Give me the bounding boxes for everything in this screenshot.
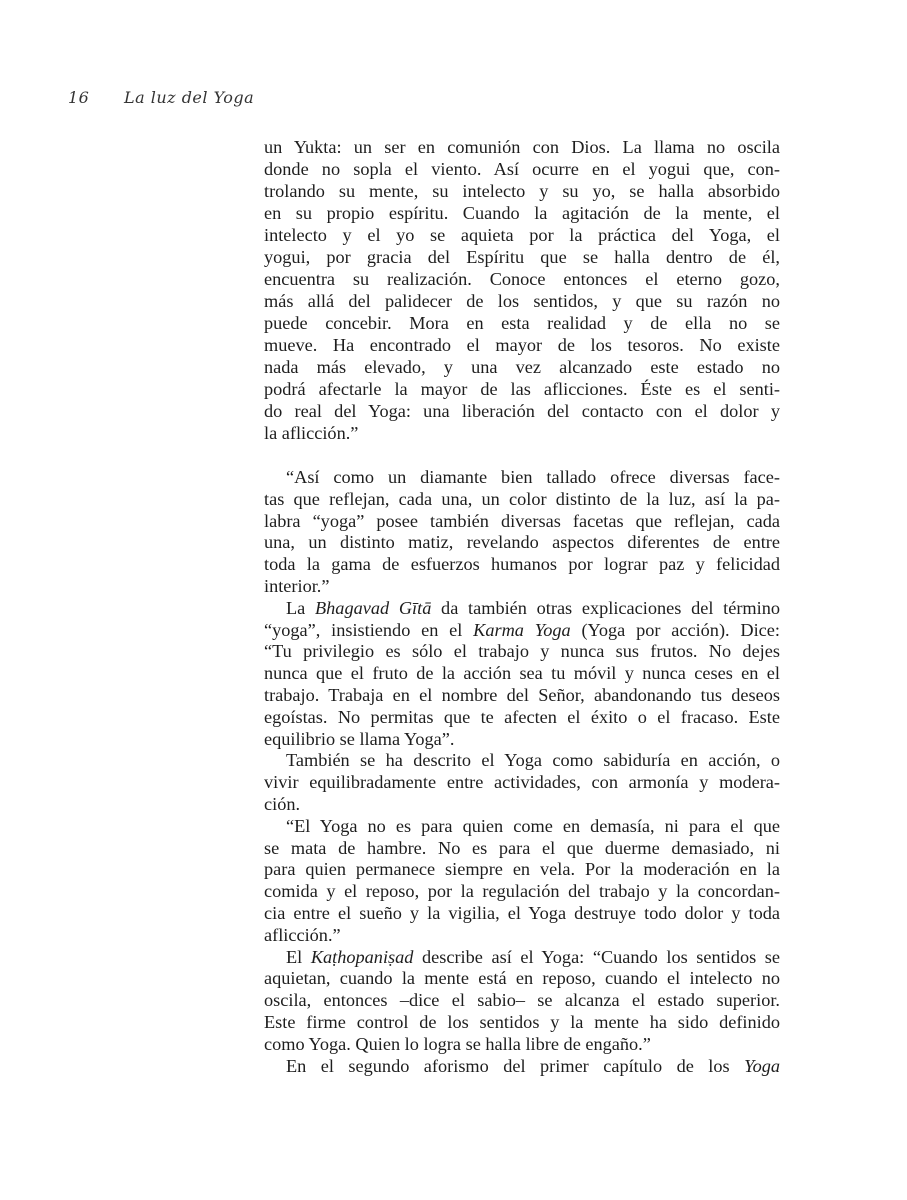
text-line: [264, 620, 780, 642]
text-run: describe así el Yoga: “Cuando los sentidos se: [413, 946, 780, 967]
text-line: yogui, por gracia del Espíritu que se halla dentro de él,: [264, 247, 780, 267]
text-line: encuentra su realización. Conoce entonces el eterno gozo,: [264, 269, 780, 289]
text-line: intelecto y el yo se aquieta por la práctica del Yoga, el: [264, 225, 780, 245]
text-run: (Yoga por acción). Dice:: [570, 619, 780, 640]
text-line: [264, 598, 780, 620]
text-line: para quien permanece siempre en vela. Por la moderación en la: [264, 859, 780, 880]
text-line: trolando su mente, su intelecto y su yo, se halla absorbido: [264, 181, 780, 201]
text-line: como Yoga. Quien lo logra se halla libre de engaño.”: [264, 1033, 651, 1054]
italic-title: Kaṭhopaniṣad: [310, 946, 414, 967]
text-line: más allá del palidecer de los sentidos, y que su razón no: [264, 291, 780, 311]
text-line: podrá afectarle la mayor de las aflicciones. Éste es el senti-: [264, 379, 780, 399]
italic-title: Bhagavad Gītā: [315, 597, 432, 618]
text-line: nunca que el fruto de la acción sea tu móvil y nunca ceses en el: [264, 663, 780, 684]
text-line: tas que reflejan, cada una, un color distinto de la luz, así la pa-: [264, 488, 780, 509]
text-line: nada más elevado, y una vez alcanzado este estado no: [264, 357, 780, 377]
text-line: trabajo. Trabaja en el nombre del Señor, abandonando tus deseos: [264, 684, 780, 705]
paragraph-block-1: [264, 136, 780, 444]
text-line: mueve. Ha encontrado el mayor de los tesoros. No existe: [264, 335, 780, 355]
text-line: donde no sopla el viento. Así ocurre en el yogui que, con-: [264, 159, 780, 179]
text-line: labra “yoga” posee también diversas facetas que reflejan, cada: [264, 510, 780, 531]
text-line: [264, 1056, 780, 1078]
text-line: oscila, entonces –dice el sabio– se alcanza el estado superior.: [264, 990, 780, 1011]
text-line: do real del Yoga: una liberación del contacto con el dolor y: [264, 401, 780, 421]
text-line: vivir equilibradamente entre actividades, con armonía y modera-: [264, 772, 780, 793]
text-line: aflicción.”: [264, 924, 341, 945]
text-line: aquietan, cuando la mente está en reposo, cuando el intelecto no: [264, 968, 780, 989]
italic-title: Karma Yoga: [473, 619, 571, 640]
text-line: “El Yoga no es para quien come en demasía, ni para el que: [286, 815, 780, 836]
italic-title: Yoga: [744, 1055, 780, 1076]
page-number: 16: [68, 88, 90, 107]
body-text: [264, 136, 780, 1077]
text-run: El: [286, 946, 311, 967]
text-line: en su propio espíritu. Cuando la agitación de la mente, el: [264, 203, 780, 223]
text-line: interior.”: [264, 575, 330, 596]
paragraph-gap: [264, 444, 780, 467]
text-run: “yoga”, insistiendo en el: [264, 619, 474, 640]
text-line: un Yukta: un ser en comunión con Dios. La llama no oscila: [264, 137, 780, 157]
text-run: La: [286, 597, 315, 618]
text-line: comida y el reposo, por la regulación del trabajo y la concordan-: [264, 881, 780, 902]
text-line: equilibrio se llama Yoga”.: [264, 728, 455, 749]
text-line: se mata de hambre. No es para el que duerme demasiado, ni: [264, 837, 780, 858]
text-line: También se ha descrito el Yoga como sabiduría en acción, o: [286, 750, 780, 771]
paragraph-block-2: [264, 467, 780, 1077]
text-line: “Tu privilegio es sólo el trabajo y nunca sus frutos. No dejes: [264, 641, 780, 662]
text-line: la aflicción.”: [264, 423, 359, 443]
text-line: puede concebir. Mora en esta realidad y de ella no se: [264, 313, 780, 333]
text-line: [264, 947, 780, 969]
text-run: En el segundo aforismo del primer capítulo de los: [286, 1055, 745, 1076]
running-header: [68, 88, 254, 107]
text-line: “Así como un diamante bien tallado ofrece diversas face-: [286, 467, 780, 487]
text-line: Este firme control de los sentidos y la mente ha sido definido: [264, 1011, 780, 1032]
text-line: cia entre el sueño y la vigilia, el Yoga destruye todo dolor y toda: [264, 902, 780, 923]
text-line: una, un distinto matiz, revelando aspectos diferentes de entre: [264, 532, 780, 553]
text-line: toda la gama de esfuerzos humanos por lograr paz y felicidad: [264, 554, 780, 575]
text-line: ción.: [264, 793, 301, 814]
text-line: egoístas. No permitas que te afecten el éxito o el fracaso. Este: [264, 706, 780, 727]
text-run: da también otras explicaciones del término: [431, 597, 780, 618]
running-title: La luz del Yoga: [124, 88, 255, 107]
